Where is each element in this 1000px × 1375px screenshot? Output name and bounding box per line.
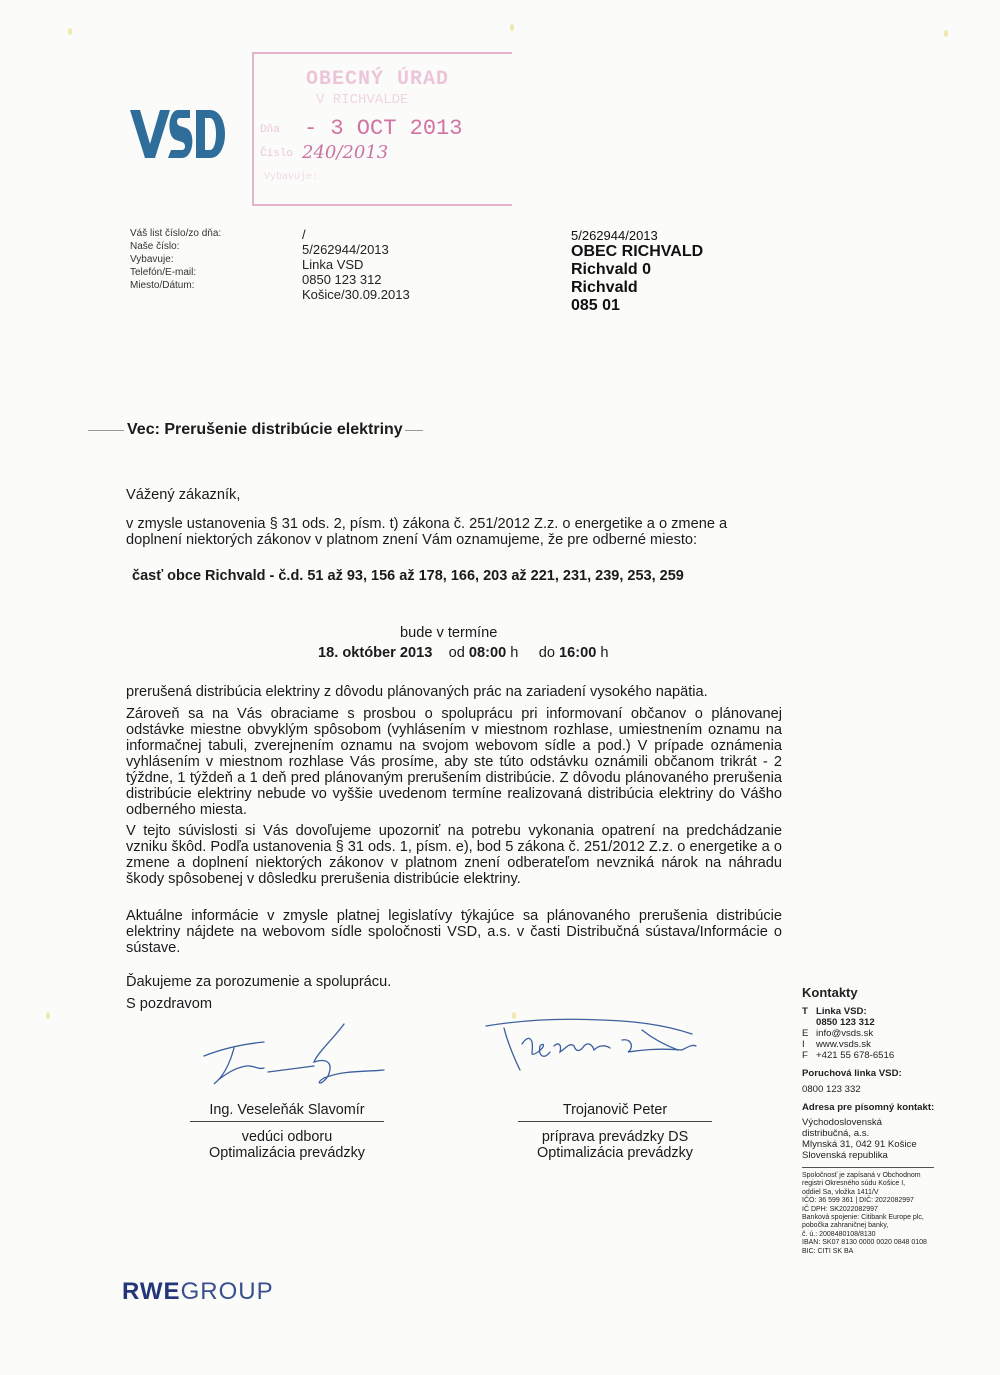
ref-label: Telefón/E-mail: <box>130 267 197 278</box>
signature-trojanovic <box>482 1008 702 1076</box>
stamp-number-label: Číslo <box>260 148 294 160</box>
ref-label: Naše číslo: <box>130 241 180 252</box>
paragraph-damage-notice: V tejto súvislosti si Vás dovoľujeme upozorniť na potrebu vykonania opatrení na predchádzanie vzniku škôd. Podľa ustanovenia § 31 ods. 1, písm. e), bod 5 zákona č. 251/2012 Z.z. o energetike a o zmene a doplnení niektorých zákonov v platnom znení odberateľom nevzniká nárok na náhradu škody spôsobenej v dôsledku prerušenia distribúcie elektriny. <box>126 823 782 887</box>
address-street: Richvald 0 <box>571 261 652 278</box>
registry-line: IBAN: SK07 8130 0000 0020 0848 0108 <box>802 1239 927 1247</box>
stamp-date: - 3 OCT 2013 <box>304 116 463 141</box>
contact-key <box>802 1017 816 1028</box>
stamp-number: 240/2013 <box>302 142 389 163</box>
ref-label: Miesto/Dátum: <box>130 280 195 291</box>
ref-label: Vybavuje: <box>130 254 174 265</box>
contact-fax: +421 55 678-6516 <box>816 1050 895 1061</box>
speck <box>510 24 514 31</box>
address-ref: 5/262944/2013 <box>571 228 658 243</box>
stamp-office-place: V RICHVALDE <box>316 92 409 108</box>
contact-key: I <box>802 1039 805 1050</box>
ref-value: Košice/30.09.2013 <box>302 287 410 302</box>
registry-info <box>802 1172 950 1256</box>
term-date: 18. október 2013 <box>318 645 433 661</box>
outage-location: časť obce Richvald - č.d. 51 až 93, 156 až 178, 166, 203 až 221, 231, 239, 253, 259 <box>132 568 684 584</box>
registry-line: Banková spojenie: Citibank Europe plc, <box>802 1214 924 1222</box>
contact-key: F <box>802 1050 808 1061</box>
contact-key: T <box>802 1006 808 1017</box>
fault-line-number: 0800 123 332 <box>802 1084 861 1095</box>
contact-row <box>802 1017 950 1028</box>
term-from-word: od <box>448 645 465 661</box>
stamp-date-label: Dňa <box>260 124 280 136</box>
contact-row <box>802 1028 950 1039</box>
signatory-role: príprava prevádzky DS <box>541 1129 689 1145</box>
address-city: Richvald <box>571 279 638 296</box>
signature-rule <box>190 1121 384 1122</box>
signatory-dept: Optimalizácia prevádzky <box>209 1145 365 1161</box>
signatory-role: vedúci odboru <box>241 1129 333 1145</box>
signatory-dept: Optimalizácia prevádzky <box>537 1145 693 1161</box>
contacts-rule <box>802 1167 934 1168</box>
contact-key: E <box>802 1028 809 1039</box>
registry-line: registri Okresného súdu Košice I, <box>802 1180 906 1188</box>
address-name: OBEC RICHVALD <box>571 243 704 260</box>
signatory-name: Ing. Veseleňák Slavomír <box>209 1102 365 1118</box>
term-from-time: 08:00 <box>468 645 507 661</box>
contact-website: www.vsds.sk <box>816 1039 871 1050</box>
thanks: Ďakujeme za porozumenie a spoluprácu. <box>126 974 392 990</box>
term-to-time: 16:00 <box>559 645 597 661</box>
registry-stamp <box>252 52 512 206</box>
registry-line: pobočka zahraničnej banky, <box>802 1222 889 1230</box>
term-unit: h <box>600 645 609 661</box>
regards: S pozdravom <box>126 996 212 1012</box>
postal-line: Slovenská republika <box>802 1150 888 1161</box>
ref-value: 5/262944/2013 <box>302 242 389 257</box>
reference-values <box>302 227 410 302</box>
postal-line: Mlynská 31, 042 91 Košice <box>802 1139 917 1150</box>
ref-value: / <box>302 227 306 242</box>
contacts-panel <box>802 987 950 1256</box>
rwe-brand: RWE <box>122 1278 181 1305</box>
registry-line: oddiel Sa, vložka 1411/V <box>802 1188 879 1196</box>
paragraph-cooperation: Zároveň sa na Vás obraciame s prosbou o spoluprácu pri informovaní občanov o plánovanej odstávke miestne obvyklým spôsobom (vyhlásením v miestnom rozhlase, umiestnením oznamu na informačnej tabuli, zverejnením oznamu na svojom webovom sídle a pod.) V prípade oznámenia vyhlásením v miestnom rozhlase Vás prosíme, aby ste túto odstávku oznámili občanom trikrát - 2 týždne, 1 týždeň a 1 deň pred plánovaným prerušením distribúcie. Z dôvodu plánovaného prerušenia distribúcie elektriny nebude vo vyššie uvedenom termíne realizovaná distribúcia elektriny do Vášho odberného miesta. <box>126 706 782 818</box>
intro-paragraph: v zmysle ustanovenia § 31 ods. 2, písm. t) zákona č. 251/2012 Z.z. o energetike a o zmene a doplnení niektorých zákonov v platnom znení Vám oznamujeme, že pre odberné miesto: <box>126 516 728 548</box>
contact-row <box>802 1039 950 1050</box>
contact-value: 0850 123 312 <box>816 1017 875 1028</box>
vsd-logo <box>130 106 226 162</box>
term-intro: bude v termíne <box>400 625 498 641</box>
address-zip: 085 01 <box>571 297 620 314</box>
postal-line: Východoslovenská <box>802 1117 882 1128</box>
subject-line: Vec: Prerušenie distribúcie elektriny <box>127 421 403 438</box>
term-unit: h <box>510 645 519 661</box>
reference-labels <box>130 227 221 292</box>
postal-label: Adresa pre písomný kontakt: <box>802 1102 935 1113</box>
ref-value: 0850 123 312 <box>302 272 382 287</box>
recipient-address <box>571 228 703 315</box>
fault-line-label: Poruchová linka VSD: <box>802 1068 902 1079</box>
contact-row <box>802 1006 950 1017</box>
subject-rule <box>405 430 423 431</box>
signatory-2 <box>518 1102 712 1161</box>
registry-line: IČO: 36 599 361 | DIČ: 2022082997 <box>802 1197 914 1205</box>
ref-value: Linka VSD <box>302 257 364 272</box>
stamp-handler: Vybavuje: <box>264 172 319 183</box>
rwe-group-logo <box>122 1278 274 1306</box>
paragraph-info: Aktuálne informácie v zmysle platnej legislatívy týkajúce sa plánovaného prerušenia distribúcie elektriny nájdete na webovom sídle spoločnosti VSD, a.s. v časti Distribučná sústava/Informácie o sústave. <box>126 908 782 956</box>
registry-line: Spoločnosť je zapísaná v Obchodnom <box>802 1172 921 1179</box>
signatory-name: Trojanovič Peter <box>562 1102 668 1118</box>
contact-email: info@vsds.sk <box>816 1028 874 1039</box>
paragraph-reason: prerušená distribúcia elektriny z dôvodu plánovaných prác na zariadení vysokého napätia. <box>126 684 708 700</box>
outage-term <box>318 645 609 661</box>
contact-value: Linka VSD: <box>816 1006 867 1017</box>
contact-row <box>802 1050 950 1061</box>
speck <box>68 28 72 35</box>
registry-line: BIC: CITI SK BA <box>802 1247 854 1255</box>
registry-line: IČ DPH: SK2022082997 <box>802 1205 878 1213</box>
contacts-heading: Kontakty <box>802 985 858 1000</box>
postal-address <box>802 1117 950 1161</box>
ref-label: Váš list číslo/zo dňa: <box>130 228 222 239</box>
signatory-1 <box>190 1102 384 1161</box>
speck <box>944 30 948 37</box>
rwe-group-word: GROUP <box>180 1278 274 1305</box>
stamp-office: OBECNÝ ÚRAD <box>306 68 450 91</box>
signature-veselenak <box>194 1018 394 1092</box>
salutation: Vážený zákazník, <box>126 487 241 503</box>
term-to-word: do <box>538 645 555 661</box>
subject-rule <box>88 430 124 431</box>
postal-line: distribučná, a.s. <box>802 1128 870 1139</box>
registry-line: č. ú.: 2008480108/8130 <box>802 1230 876 1238</box>
signature-rule <box>518 1121 712 1122</box>
speck <box>46 1012 50 1019</box>
